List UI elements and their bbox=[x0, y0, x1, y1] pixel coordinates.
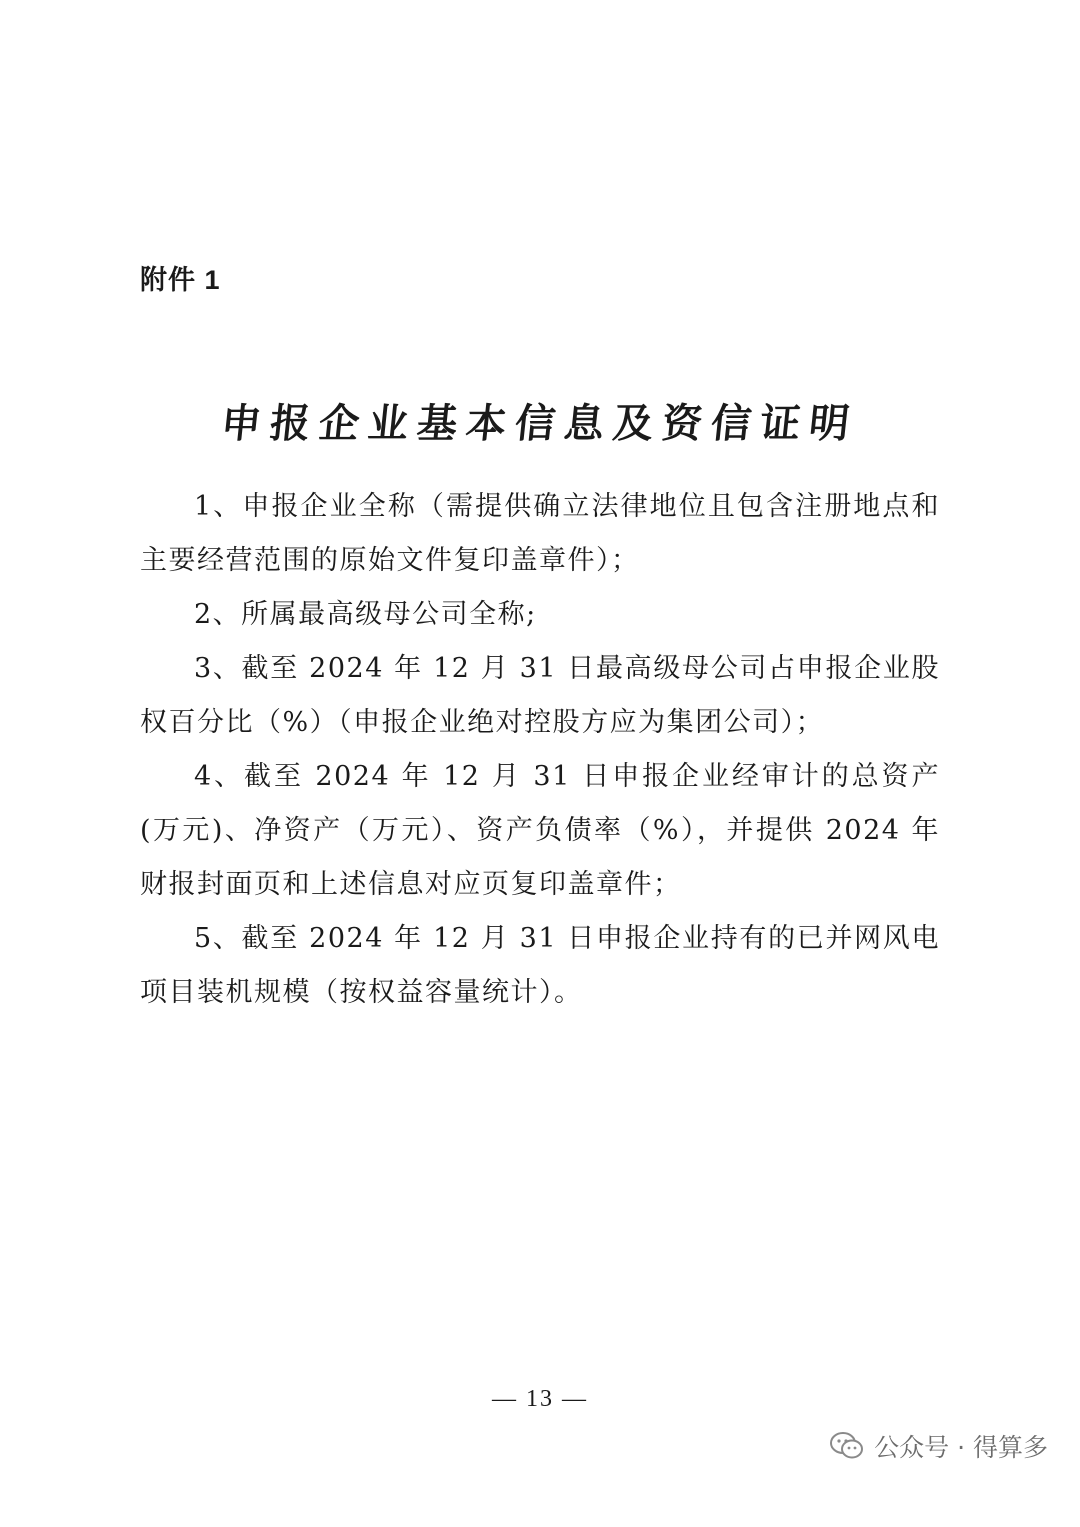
paragraph-1: 1、申报企业全称（需提供确立法律地位且包含注册地点和主要经营范围的原始文件复印盖章件）； bbox=[140, 491, 940, 576]
wechat-icon bbox=[830, 1431, 864, 1461]
paragraph-3: 3、截至 2024 年 12 月 31 日最高级母公司占申报企业股权百分比（%）（申报企业绝对控股方应为集团公司）； bbox=[140, 653, 940, 738]
watermark bbox=[830, 1428, 1048, 1464]
watermark-text: 公众号 · 得算多 bbox=[874, 1433, 1048, 1462]
document-body bbox=[140, 480, 940, 1020]
attachment-label: 附件 1 bbox=[140, 265, 221, 295]
paragraph-2: 2、所属最高级母公司全称; bbox=[194, 599, 537, 630]
paragraph-5: 5、截至 2024 年 12 月 31 日申报企业持有的已并网风电项目装机规模（按权益容量统计）。 bbox=[140, 923, 940, 1008]
paragraph-4: 4、截至 2024 年 12 月 31 日申报企业经审计的总资产(万元)、净资产（万元）、资产负债率（%），并提供 2024 年财报封面页和上述信息对应页复印盖章件； bbox=[140, 761, 940, 900]
page-number: — 13 — bbox=[492, 1386, 588, 1412]
document-title: 申报企业基本信息及资信证明 bbox=[218, 400, 861, 447]
